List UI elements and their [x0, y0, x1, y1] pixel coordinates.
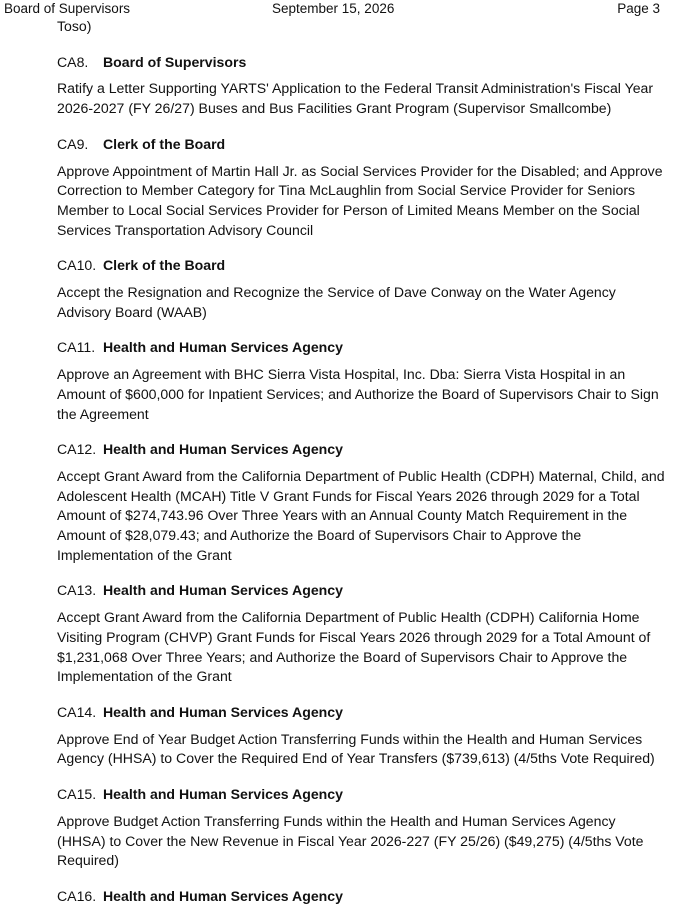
agenda-item-description: Approve End of Year Budget Action Transferring Funds within the Health and Human Services Agency (HHSA) to Cover the Required End of Year Transfers ($739,613) (4/5ths Vote Required)	[57, 730, 655, 767]
agenda-item-department: Health and Human Services Agency	[103, 339, 343, 356]
agenda-item-description: Accept Grant Award from the California Department of Public Health (CDPH) Maternal, Child, and Adolescent Health (MCAH) Title V Grant Funds for Fiscal Years 2026 through 2029 for a Total Amount of $274,743.96 Over Three Years with an Annual County Match Requirement in the Amount of $28,079.43; and Authorize the Board of Supervisors Chair to Approve the Implementation of the Grant	[57, 467, 665, 563]
agenda-item-description: Accept Grant Award from the California Department of Public Health (CDPH) California Home Visiting Program (CHVP) Grant Funds for Fiscal Years 2026 through 2029 for a Total Amount of $1,231,068 Over Three Years; and Authorize the Board of Supervisors Chair to Approve the Implementation of the Grant	[57, 609, 651, 685]
agenda-item-number: CA14.	[57, 703, 97, 720]
agenda-item-number: CA13.	[57, 582, 97, 599]
agenda-item-number: CA9.	[57, 135, 89, 152]
agenda-item-ca15	[57, 785, 667, 871]
agenda-item-heading	[57, 135, 667, 155]
agenda-item-number: CA15.	[57, 786, 97, 803]
agenda-item-number: CA12.	[57, 441, 97, 458]
agenda-item-department: Health and Human Services Agency	[103, 786, 343, 803]
agenda-item-number: CA10.	[57, 257, 97, 274]
agenda-item-heading	[57, 440, 667, 460]
agenda-item-department: Health and Human Services Agency	[103, 703, 343, 720]
agenda-item-ca14	[57, 703, 667, 769]
agenda-item-description: Ratify a Letter Supporting YARTS' Application to the Federal Transit Administration's Fiscal Year 2026-2027 (FY 26/27) Buses and Bus Facilities Grant Program (Supervisor Smallcombe)	[57, 80, 654, 117]
agenda-item-department: Health and Human Services Agency	[103, 887, 343, 904]
agenda-item-ca9	[57, 135, 667, 241]
agenda-item-ca13	[57, 581, 667, 687]
agenda-item-department: Health and Human Services Agency	[103, 582, 343, 599]
agenda-item-heading	[57, 338, 667, 358]
agenda-item-department: Board of Supervisors	[103, 53, 247, 70]
agenda-item-number: CA8.	[57, 53, 89, 70]
agenda-item-department: Clerk of the Board	[103, 135, 226, 152]
continued-text: Toso)	[57, 18, 92, 34]
agenda-item-number: CA11.	[57, 339, 96, 356]
header-board-name: Board of Supervisors	[4, 1, 131, 16]
agenda-item-ca8	[57, 53, 667, 119]
agenda-item-ca11	[57, 338, 667, 424]
agenda-item-heading	[57, 703, 667, 723]
page-header	[0, 0, 680, 18]
agenda-item-description: Accept the Resignation and Recognize the Service of Dave Conway on the Water Agency Advisory Board (WAAB)	[57, 284, 616, 320]
agenda-item-department: Health and Human Services Agency	[103, 441, 343, 458]
agenda-item-ca10	[57, 256, 667, 322]
agenda-item-description: Approve Budget Action Transferring Funds within the Health and Human Services Agency (HHSA) to Cover the New Revenue in Fiscal Year 2026-227 (FY 25/26) ($49,275) (4/5ths Vote Required)	[57, 812, 644, 869]
agenda-item-description: Approve Appointment of Martin Hall Jr. as Social Services Provider for the Disabled; and Approve Correction to Member Category for Tina McLaughlin from Social Service Provider for Seniors Member to Local Social Services Provider for Person of Limited Means Member on the Social Services Transportation Advisory Council	[57, 162, 663, 238]
agenda-content	[57, 17, 667, 914]
agenda-item-description: Approve an Agreement with BHC Sierra Vista Hospital, Inc. Dba: Sierra Vista Hospital in an Amount of $600,000 for Inpatient Services; and Authorize the Board of Supervisors Chair to Sign the Agreement	[57, 366, 659, 422]
agenda-item-heading	[57, 581, 667, 601]
agenda-item-heading	[57, 53, 667, 73]
header-page-number: Page 3	[617, 1, 660, 16]
header-date: September 15, 2026	[272, 1, 395, 16]
agenda-item-heading	[57, 256, 667, 276]
agenda-item-ca12	[57, 440, 667, 565]
agenda-item-department: Clerk of the Board	[103, 257, 226, 274]
agenda-item-number: CA16.	[57, 887, 97, 904]
agenda-item-heading	[57, 785, 667, 805]
